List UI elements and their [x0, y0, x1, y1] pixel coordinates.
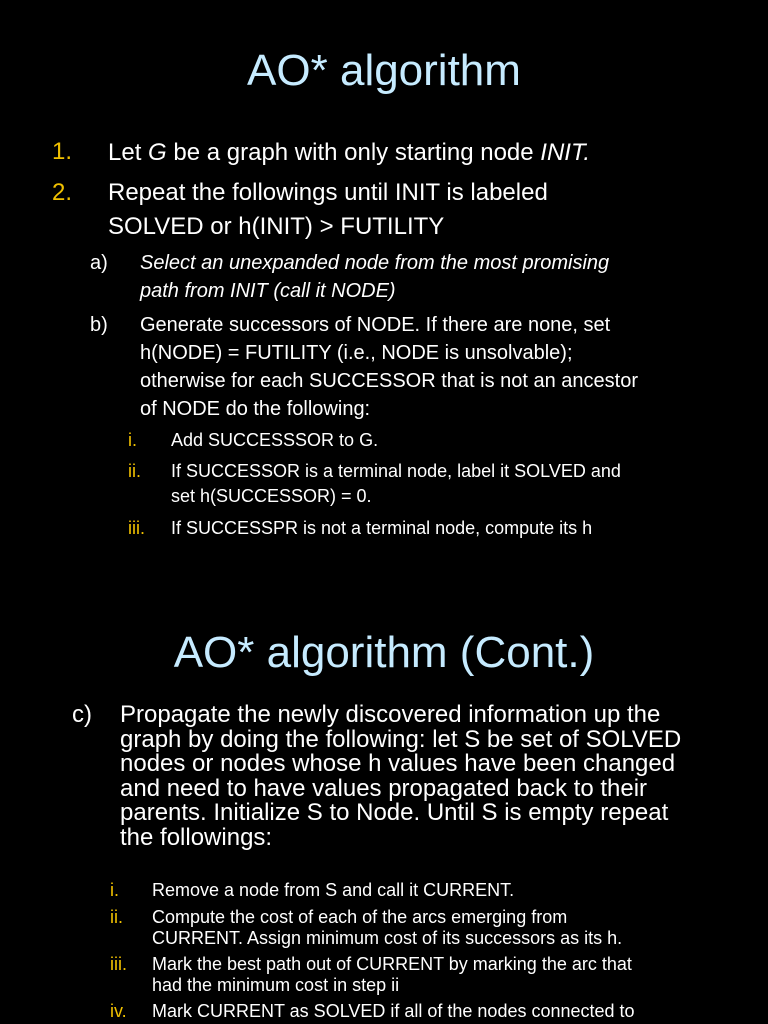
item-2-number: 2.: [52, 179, 73, 206]
s2-roman-ii-number: ii.: [110, 907, 123, 927]
item-2-line-2: SOLVED or h(INIT) > FUTILITY: [108, 213, 445, 240]
sub-c-line-4: and need to have values propagated back to their: [120, 774, 648, 802]
s2-roman-ii-line-1: Compute the cost of each of the arcs emerging from: [152, 907, 568, 927]
roman-ii-number: ii.: [128, 461, 141, 481]
s2-roman-iii-line-2: had the minimum cost in step ii: [152, 975, 400, 995]
sub-a-line-2: path from INIT (call it NODE): [140, 280, 396, 302]
sub-c-line-2: graph by doing the following: let S be set of SOLVED: [120, 725, 682, 753]
s2-roman-i-text: Remove a node from S and call it CURRENT.: [152, 880, 515, 900]
item-2-line-1: Repeat the followings until INIT is labeled: [108, 179, 548, 206]
roman-i-number: i.: [128, 430, 137, 450]
slide1-title: AO* algorithm: [247, 46, 521, 95]
s2-roman-iv-line-1: Mark CURRENT as SOLVED if all of the nodes connected to: [152, 1001, 635, 1021]
sub-b-line-3: otherwise for each SUCCESSOR that is not an ancestor: [140, 370, 639, 392]
sub-c-line-6: the followings:: [120, 823, 273, 851]
sub-c-line-5: parents. Initialize S to Node. Until S is empty repeat: [120, 799, 669, 826]
roman-ii-line-2: set h(SUCCESSOR) = 0.: [171, 486, 372, 506]
s2-roman-i-number: i.: [110, 880, 119, 900]
sub-c-line-3: nodes or nodes whose h values have been changed: [120, 750, 676, 777]
roman-iii-number: iii.: [128, 518, 145, 538]
roman-i-text: Add SUCCESSSOR to G.: [171, 430, 379, 450]
s2-roman-iv-number: iv.: [110, 1001, 127, 1021]
s2-roman-ii-line-2: CURRENT. Assign minimum cost of its successors as its h.: [152, 928, 623, 948]
roman-iii-text: If SUCCESSPR is not a terminal node, compute its h: [171, 518, 593, 538]
sub-c-letter: c): [72, 701, 92, 728]
sub-b-line-4: of NODE do the following:: [140, 398, 371, 420]
item-1-text: Let G be a graph with only starting node INIT.: [108, 139, 591, 166]
sub-b-line-1: Generate successors of NODE. If there are none, set: [140, 314, 611, 336]
sub-b-line-2: h(NODE) = FUTILITY (i.e., NODE is unsolvable);: [140, 342, 573, 364]
sub-a-line-1: Select an unexpanded node from the most promising: [140, 252, 610, 274]
s2-roman-iii-line-1: Mark the best path out of CURRENT by marking the arc that: [152, 954, 632, 974]
sub-c-line-1: Propagate the newly discovered information up the: [120, 701, 661, 728]
item-1-number: 1.: [52, 138, 73, 165]
roman-ii-line-1: If SUCCESSOR is a terminal node, label it SOLVED and: [171, 461, 621, 481]
s2-roman-iii-number: iii.: [110, 954, 127, 974]
slide2-title: AO* algorithm (Cont.): [173, 628, 595, 677]
sub-a-letter: a): [90, 252, 108, 274]
sub-b-letter: b): [90, 314, 108, 336]
